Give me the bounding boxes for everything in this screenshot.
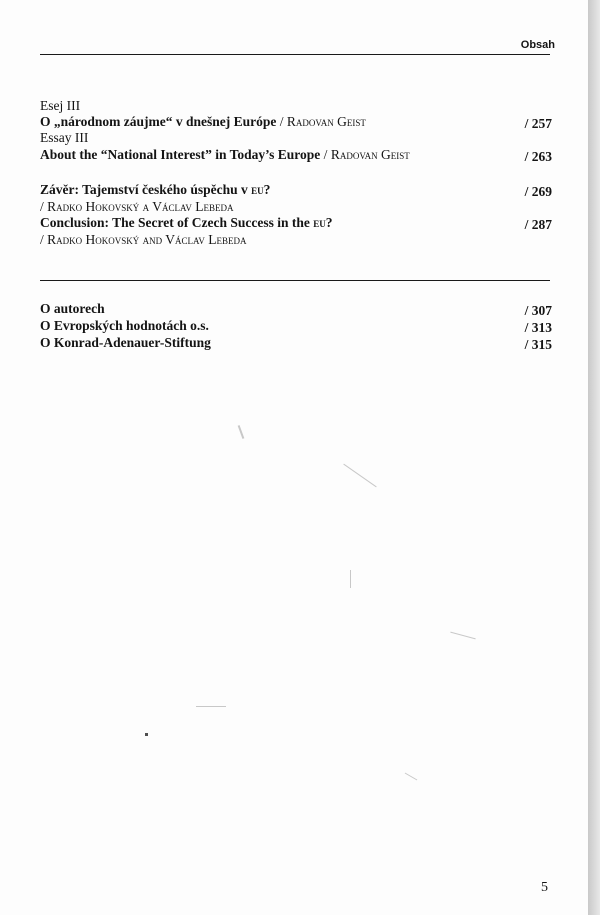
paper-speck: [343, 464, 376, 488]
entry-title: O Evropských hodnotách o.s.: [40, 318, 209, 333]
toc-entry-conclusion-cz[interactable]: Závěr: Tajemství českého úspěchu v eu? / 269: [40, 182, 552, 199]
toc-entry-kas[interactable]: [40, 335, 552, 351]
toc-entry-essay-sk[interactable]: O „národnom záujme“ v dnešnej Európe / Radovan Geist / 257: [40, 114, 552, 131]
entry-title: O „národnom záujme“ v dnešnej Európe: [40, 114, 277, 129]
conclusion-cz-authors: / Radko Hokovský a Václav Lebeda: [40, 199, 234, 214]
entry-page: / 257: [524, 116, 552, 131]
entry-title: O autorech: [40, 301, 105, 316]
paper-speck: [196, 706, 226, 707]
paper-speck: [405, 773, 418, 781]
page-edge: [588, 0, 600, 915]
paper-speck: [145, 733, 148, 736]
entry-title: Závěr: Tajemství českého úspěchu v: [40, 182, 248, 197]
header-rule: [40, 54, 550, 55]
entry-page: / 315: [524, 337, 552, 352]
toc-entry-authors[interactable]: [40, 301, 552, 317]
running-head: Obsah: [520, 39, 555, 51]
paper-speck: [350, 570, 351, 588]
entry-author: Radovan Geist: [286, 114, 366, 129]
toc-entry-conclusion-en[interactable]: Conclusion: The Secret of Czech Success in the eu? / 287: [40, 215, 552, 232]
toc-entry-essay-en[interactable]: About the “National Interest” in Today’s Europe / Radovan Geist / 263: [40, 147, 552, 164]
entry-author: Radovan Geist: [330, 147, 410, 162]
entry-title: Conclusion: The Secret of Czech Success in the: [40, 215, 310, 230]
entry-title: About the “National Interest” in Today’s Europe: [40, 147, 321, 162]
entry-page: / 263: [524, 149, 552, 164]
entry-page: / 287: [524, 217, 552, 232]
entry-page: / 269: [524, 184, 552, 199]
section-rule: [40, 280, 550, 281]
paper-speck: [450, 632, 475, 640]
entry-title: O Konrad-Adenauer-Stiftung: [40, 335, 211, 350]
entry-page: / 307: [524, 303, 552, 318]
essay-en-label: Essay III: [40, 130, 89, 145]
toc-entry-evropske-hodnoty[interactable]: [40, 318, 552, 334]
page-number: 5: [541, 880, 548, 895]
paper-speck: [238, 425, 245, 439]
conclusion-en-authors: / Radko Hokovský and Václav Lebeda: [40, 232, 247, 247]
essay-sk-label: Esej III: [40, 98, 81, 113]
entry-page: / 313: [524, 320, 552, 335]
